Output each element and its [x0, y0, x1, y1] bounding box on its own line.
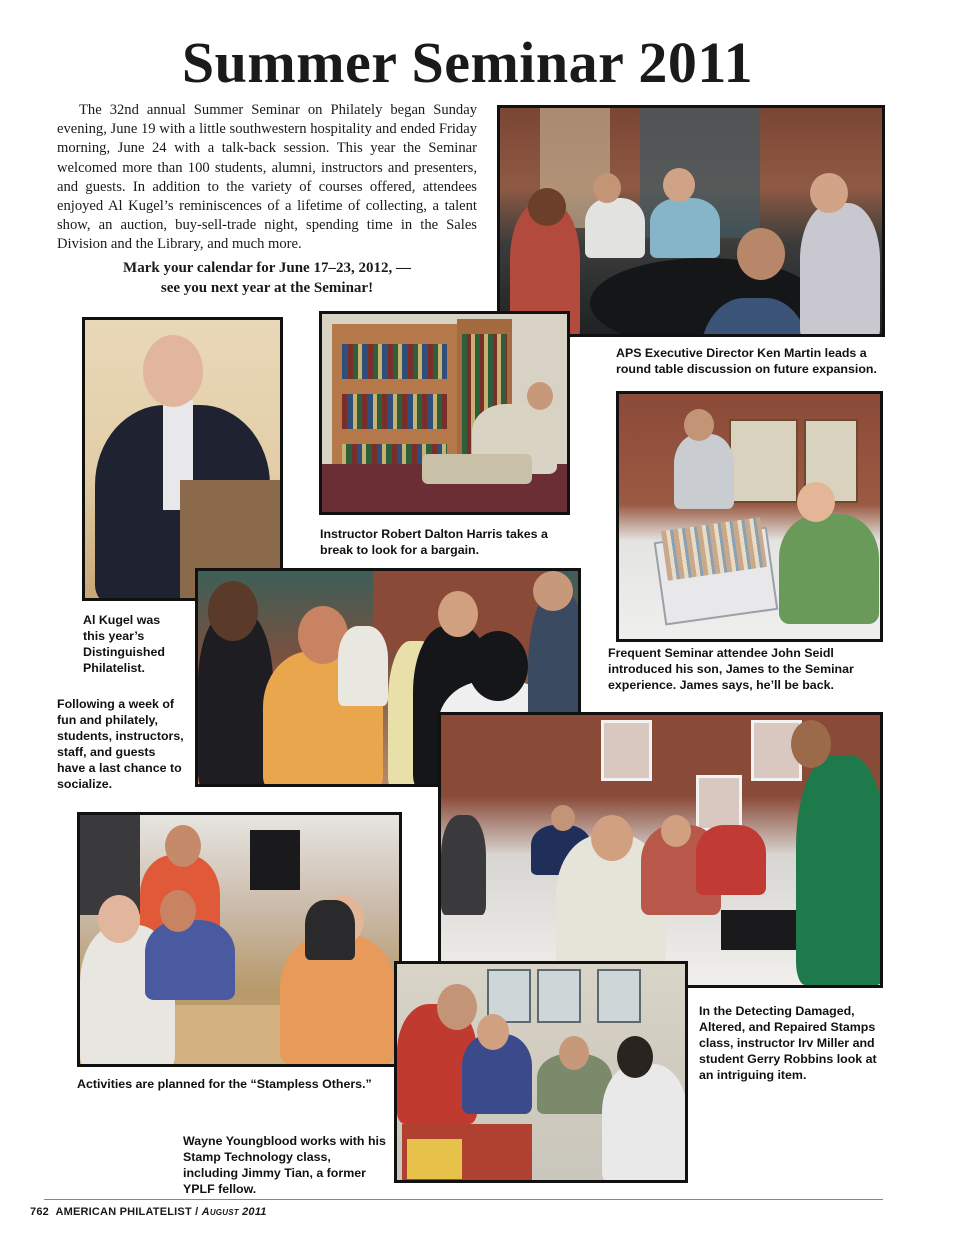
- publication-name: AMERICAN PHILATELIST: [55, 1206, 192, 1218]
- footer-separator: /: [195, 1206, 199, 1218]
- footer-rule: [44, 1199, 883, 1200]
- photo-stampless-others: [77, 812, 402, 1067]
- callout-line-2: see you next year at the Seminar!: [160, 280, 374, 296]
- issue-month: August 2011: [201, 1206, 267, 1218]
- photo-al-kugel: [82, 317, 283, 601]
- photo-stamp-technology: [394, 961, 688, 1183]
- photo-seidl: [616, 391, 883, 642]
- page-footer: [30, 1206, 267, 1218]
- calendar-callout: [57, 258, 477, 298]
- caption-round-table: APS Executive Director Ken Martin leads a round table discussion on future expansion.: [616, 346, 877, 376]
- photo-damaged-stamps-class: [438, 712, 883, 988]
- caption-damaged-stamps-class: In the Detecting Damaged, Altered, and Repaired Stamps class, instructor Irv Miller and student Gerry Robbins look at an intriguing item.: [699, 1004, 877, 1082]
- article-title: Summer Seminar 2011: [181, 30, 754, 95]
- photo-bookshelf: [319, 311, 570, 515]
- caption-al-kugel: Al Kugel was this year’s Distinguished Philatelist.: [83, 613, 165, 675]
- caption-stamp-technology: Wayne Youngblood works with his Stamp Technology class, including Jimmy Tian, a former YPLF fellow.: [183, 1134, 386, 1196]
- caption-bookshelf: Instructor Robert Dalton Harris takes a break to look for a bargain.: [320, 527, 548, 557]
- intro-paragraph: The 32nd annual Summer Seminar on Philately began Sunday evening, June 19 with a little southwestern hospitality and ended Friday morning, June 24 with a talk-back session. This year the Seminar welcomed more than 100 students, alumni, instructors and presenters, and guests. In addition to the variety of courses offered, attendees enjoyed Al Kugel’s reminiscences of a lifetime of collecting, a talent show, an auction, buy-sell-trade night, spending time in the Sales Division and the Library, and much more.: [57, 102, 477, 253]
- caption-seidl: Frequent Seminar attendee John Seidl introduced his son, James to the Seminar experience. James says, he’ll be back.: [608, 646, 854, 692]
- page-number: 762: [30, 1206, 49, 1218]
- callout-line-1: Mark your calendar for June 17–23, 2012, —: [123, 260, 411, 276]
- caption-socialize: Following a week of fun and philately, students, instructors, staff, and guests have a last chance to socialize.: [57, 697, 184, 791]
- photo-round-table: [497, 105, 885, 337]
- caption-stampless-others: Activities are planned for the “Stampless Others.”: [77, 1077, 372, 1091]
